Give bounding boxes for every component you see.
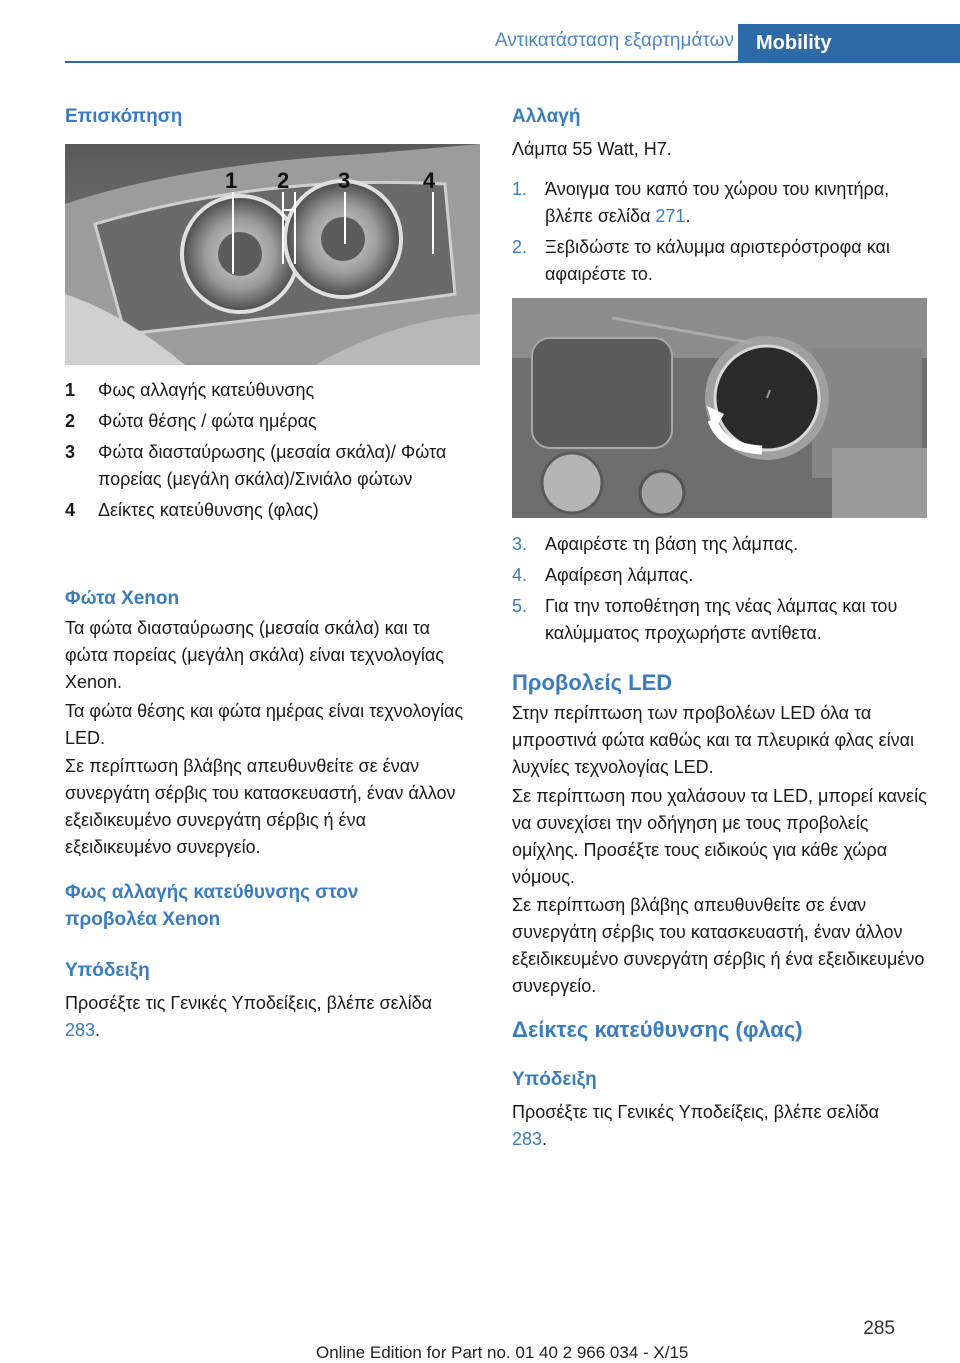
figure-legend [65,377,480,528]
headlight-figure [65,144,480,365]
legend-text: Δείκτες κατεύθυνσης (φλας) [98,500,319,520]
xenon-paragraph-1: Τα φώτα διασταύρωσης (μεσαία σκάλα) και τα φώτα πορείας (μεγάλη σκάλα) είναι τεχνολογίας Xenon. [65,618,444,692]
callout-2: 2 [277,168,290,193]
legend-number: 3 [65,442,76,462]
engine-bay-figure [512,298,927,518]
led-heading: Προβολείς LED [512,670,673,695]
xenon-heading: Φώτα Xenon [65,588,180,609]
page-number: 285 [863,1318,895,1339]
step-number: 2. [512,237,528,257]
change-heading: Αλλαγή [512,106,581,127]
led-paragraph-2: Σε περίπτωση που χαλάσουν τα LED, μπορεί κανείς να συνεχίσει την οδήγηση με τους προβολείς ομίχλης. Προσέξτε τους ειδικούς για κάθε χώρα νόμους. [512,786,927,887]
step-text: Για την τοποθέτηση της νέας λάμπας και του καλύμματος προχωρήστε αντίθετα. [545,596,898,643]
note-text [65,990,465,1044]
xenon-paragraph-2: Τα φώτα θέσης και φώτα ημέρας είναι τεχνολογίας LED. [65,701,464,748]
page-header [0,0,960,62]
callout-1: 1 [225,168,238,193]
step-body: Άνοιγμα του καπό του χώρου του κινητήρα, βλέπε σελίδα [545,179,890,226]
note-text [512,1099,912,1153]
steps-list-b [512,531,927,651]
note-end: . [542,1129,548,1149]
legend-item [65,497,480,524]
step-item [512,562,927,589]
legend-number: 4 [65,500,76,520]
step-text: Αφαιρέστε τη βάση της λάμπας. [545,534,799,554]
header-chapter-tab[interactable]: Mobility [738,24,960,62]
indicator-heading: Δείκτες κατεύθυνσης (φλας) [512,1017,803,1042]
header-rule [65,61,960,63]
led-paragraph-3: Σε περίπτωση βλάβης απευθυνθείτε σε έναν συνεργάτη σέρβις του κατασκευαστή, έναν άλλον εξειδικευμένο συνεργάτη σέρβις ή ένα εξειδικευμένο συνεργείο. [512,895,925,996]
callout-3: 3 [338,168,351,193]
step-end: . [685,206,691,226]
header-section-title: Αντικατάσταση εξαρτημάτων [494,30,734,51]
steps-list-a [512,176,927,292]
overview-heading: Επισκόπηση [65,106,183,127]
step-number: 5. [512,596,528,616]
step-text: Ξεβιδώστε το κάλυμμα αριστερόστροφα και αφαιρέστε το. [545,237,890,284]
edition-footer: Online Edition for Part no. 01 40 2 966 034 - X/15 [316,1343,689,1362]
legend-number: 1 [65,380,76,400]
step-text [545,176,927,230]
legend-text: Φώτα διασταύρωσης (μεσαία σκάλα)/ Φώτα πορείας (μεγάλη σκάλα)/Σινιάλο φώτων [98,442,447,489]
step-text: Αφαίρεση λάμπας. [545,565,694,585]
page-link-283[interactable]: 283 [512,1129,543,1149]
note-heading: Υπόδειξη [512,1069,597,1090]
legend-number: 2 [65,411,76,431]
turn-light-xenon-heading-line2: προβολέα Xenon [65,909,221,930]
note-body: Προσέξτε τις Γενικές Υποδείξεις, βλέπε σελίδα [512,1102,880,1122]
note-body: Προσέξτε τις Γενικές Υποδείξεις, βλέπε σελίδα [65,993,433,1013]
step-number: 4. [512,565,528,585]
callout-4: 4 [423,168,436,193]
legend-item [65,377,480,404]
step-item [512,593,927,647]
page-link-271[interactable]: 271 [655,206,686,226]
note-end: . [95,1020,101,1040]
legend-text: Φως αλλαγής κατεύθυνσης [98,380,315,400]
led-paragraph-1: Στην περίπτωση των προβολέων LED όλα τα μπροστινά φώτα καθώς και τα πλευρικά φλας είναι λυχνίες τεχνολογίας LED. [512,703,915,777]
page-link-283[interactable]: 283 [65,1020,96,1040]
step-item [512,176,927,230]
turn-light-xenon-heading-line1: Φως αλλαγής κατεύθυνσης στον [65,882,359,903]
step-item [512,234,927,288]
step-item [512,531,927,558]
note-heading: Υπόδειξη [65,960,150,981]
lamp-spec: Λάμπα 55 Watt, H7. [512,139,672,159]
xenon-paragraph-3: Σε περίπτωση βλάβης απευθυνθείτε σε έναν συνεργάτη σέρβις του κατασκευαστή, έναν άλλον εξειδικευμένο συνεργάτη σέρβις ή ένα εξειδικευμένο συνεργείο. [65,756,456,857]
legend-item [65,408,480,435]
step-number: 3. [512,534,528,554]
step-number: 1. [512,179,528,199]
legend-text: Φώτα θέσης / φώτα ημέρας [98,411,317,431]
legend-item [65,439,480,493]
